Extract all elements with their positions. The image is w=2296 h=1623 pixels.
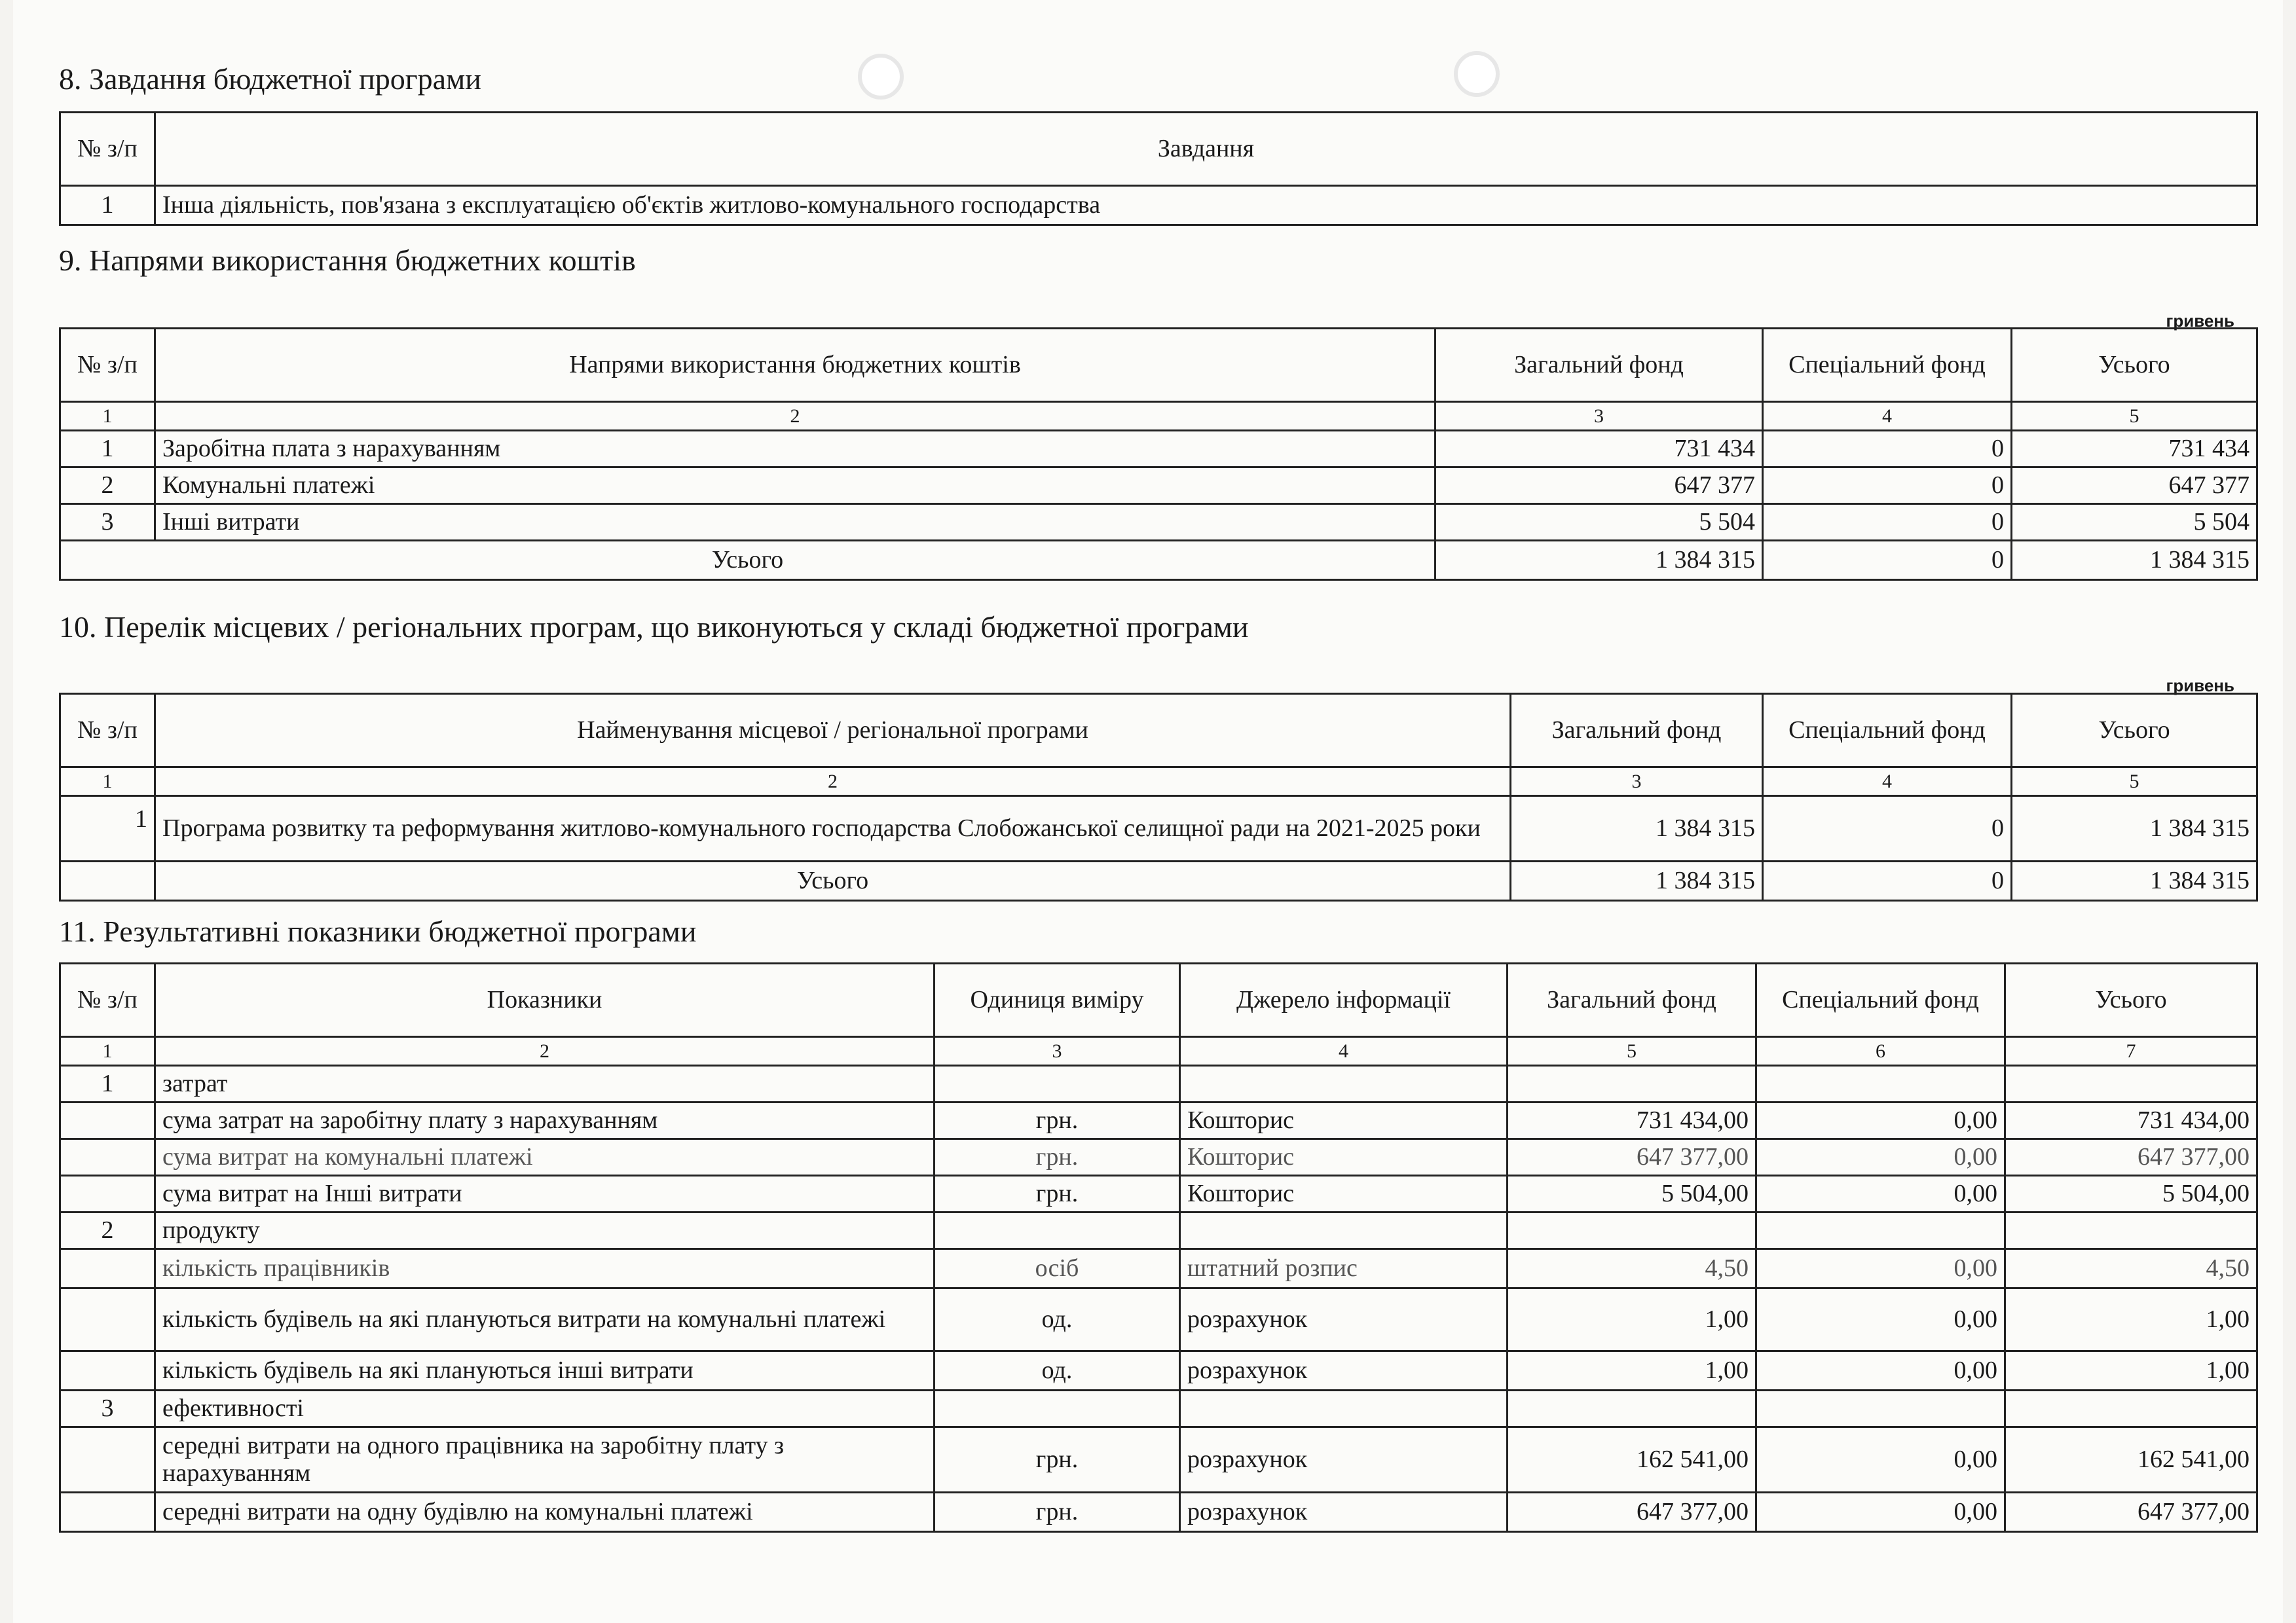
col-header-task: Завдання [155,113,2257,186]
col-header-special-fund: Спеціальний фонд [1763,329,2012,402]
special-fund-value: 0,00 [1756,1176,2005,1213]
column-index: 4 [1763,402,2012,431]
grand-total: 1 384 315 [2012,862,2257,901]
column-index: 3 [935,1037,1180,1066]
indicator-name: середні витрати на одного працівника на заробітну плату з нарахуванням [155,1427,935,1493]
group-row [60,1066,2257,1103]
direction-name: Інші витрати [155,504,1435,541]
special-fund-value: 0,00 [1756,1427,2005,1493]
general-fund-value: 1 384 315 [1511,796,1763,862]
total-value: 731 434,00 [2005,1103,2257,1139]
local-programs-table [59,693,2258,902]
group-name: затрат [155,1066,935,1103]
col-header-no: № з/п [60,113,155,186]
special-fund-value: 0,00 [1756,1351,2005,1391]
group-row [60,1391,2257,1427]
column-index: 5 [2012,767,2257,796]
indicator-name: середні витрати на одну будівлю на комунальні платежі [155,1493,935,1532]
special-fund-value: 0 [1763,467,2012,504]
indicator-name: кількість працівників [155,1249,935,1288]
table-row [60,186,2257,225]
column-index: 3 [1435,402,1763,431]
col-header-total: Усього [2012,329,2257,402]
table-row [60,1103,2257,1139]
general-fund-value: 4,50 [1508,1249,1756,1288]
table-row [60,431,2257,467]
section-11-title: 11. Результативні показники бюджетної програми [59,915,697,948]
indicator-unit: грн. [935,1103,1180,1139]
total-row [60,862,2257,901]
general-fund-value: 5 504 [1435,504,1763,541]
column-index: 5 [1508,1037,1756,1066]
special-fund-total: 0 [1763,862,2012,901]
total-value: 162 541,00 [2005,1427,2257,1493]
table-row [60,504,2257,541]
table-row [60,467,2257,504]
currency-unit: гривень [2166,676,2234,695]
indicator-source: Кошторис [1180,1139,1508,1176]
special-fund-total: 0 [1763,541,2012,580]
row-no: 1 [60,796,155,862]
total-value: 647 377 [2012,467,2257,504]
indicator-unit: од. [935,1351,1180,1391]
col-header-total: Усього [2005,964,2257,1037]
column-index: 6 [1756,1037,2005,1066]
general-fund-value: 647 377,00 [1508,1139,1756,1176]
general-fund-value: 731 434,00 [1508,1103,1756,1139]
group-no: 3 [60,1391,155,1427]
column-index: 1 [60,767,155,796]
col-header-general-fund: Загальний фонд [1508,964,1756,1037]
program-name: Програма розвитку та реформування житлово-комунального господарства Слобожанської селищної ради на 2021-2025 роки [155,796,1511,862]
total-value: 647 377,00 [2005,1493,2257,1532]
indicator-source: розрахунок [1180,1288,1508,1351]
section-9-title: 9. Напрями використання бюджетних коштів [59,244,636,277]
general-fund-value: 162 541,00 [1508,1427,1756,1493]
indicator-source: Кошторис [1180,1103,1508,1139]
general-fund-value: 647 377 [1435,467,1763,504]
total-value: 1,00 [2005,1351,2257,1391]
grand-total: 1 384 315 [2012,541,2257,580]
col-header-unit: Одиниця виміру [935,964,1180,1037]
indicator-name: сума витрат на Інші витрати [155,1176,935,1213]
general-fund-total: 1 384 315 [1511,862,1763,901]
general-fund-value: 1,00 [1508,1351,1756,1391]
group-row [60,1213,2257,1249]
col-header-no: № з/п [60,964,155,1037]
indicator-name: кількість будівель на які плануються витрати на комунальні платежі [155,1288,935,1351]
general-fund-value: 1,00 [1508,1288,1756,1351]
row-no: 1 [60,431,155,467]
total-value: 1,00 [2005,1288,2257,1351]
column-index: 2 [155,402,1435,431]
special-fund-value: 0,00 [1756,1139,2005,1176]
punch-hole [1454,51,1500,97]
column-index: 7 [2005,1037,2257,1066]
indicator-unit: грн. [935,1427,1180,1493]
col-header-total: Усього [2012,694,2257,767]
indicator-source: штатний розпис [1180,1249,1508,1288]
indicator-unit: грн. [935,1139,1180,1176]
group-no: 2 [60,1213,155,1249]
indicator-unit: грн. [935,1493,1180,1532]
col-header-special-fund: Спеціальний фонд [1756,964,2005,1037]
indicator-name: кількість будівель на які плануються інші витрати [155,1351,935,1391]
special-fund-value: 0 [1763,796,2012,862]
currency-unit: гривень [2166,311,2234,331]
total-value: 5 504,00 [2005,1176,2257,1213]
total-row [60,541,2257,580]
column-index: 2 [155,1037,935,1066]
group-no: 1 [60,1066,155,1103]
general-fund-value: 5 504,00 [1508,1176,1756,1213]
table-row [60,1427,2257,1493]
total-value: 5 504 [2012,504,2257,541]
table-row [60,1176,2257,1213]
col-header-no: № з/п [60,329,155,402]
column-index: 1 [60,1037,155,1066]
col-header-general-fund: Загальний фонд [1435,329,1763,402]
section-8-title: 8. Завдання бюджетної програми [59,62,481,96]
col-header-general-fund: Загальний фонд [1511,694,1763,767]
section-10-title: 10. Перелік місцевих / регіональних програм, що виконуються у складі бюджетної програми [59,610,1249,644]
indicator-unit: осіб [935,1249,1180,1288]
total-label: Усього [60,541,1435,580]
column-index: 3 [1511,767,1763,796]
indicator-source: розрахунок [1180,1351,1508,1391]
column-index: 2 [155,767,1511,796]
total-value: 647 377,00 [2005,1139,2257,1176]
col-header-special-fund: Спеціальний фонд [1763,694,2012,767]
general-fund-value: 647 377,00 [1508,1493,1756,1532]
group-name: продукту [155,1213,935,1249]
spending-directions-table [59,327,2258,581]
col-header-no: № з/п [60,694,155,767]
special-fund-value: 0 [1763,431,2012,467]
row-no: 3 [60,504,155,541]
special-fund-value: 0,00 [1756,1103,2005,1139]
table-row [60,1351,2257,1391]
column-index: 1 [60,402,155,431]
performance-indicators-table [59,962,2258,1533]
col-header-indicators: Показники [155,964,935,1037]
table-row [60,1249,2257,1288]
indicator-name: сума затрат на заробітну плату з нарахуванням [155,1103,935,1139]
table-row [60,1139,2257,1176]
row-no: 1 [60,186,155,225]
special-fund-value: 0,00 [1756,1493,2005,1532]
indicator-source: Кошторис [1180,1176,1508,1213]
table-row [60,1493,2257,1532]
row-no: 2 [60,467,155,504]
indicator-source: розрахунок [1180,1427,1508,1493]
column-index: 5 [2012,402,2257,431]
indicator-unit: од. [935,1288,1180,1351]
col-header-program: Найменування місцевої / регіональної програми [155,694,1511,767]
total-value: 731 434 [2012,431,2257,467]
column-index: 4 [1763,767,2012,796]
total-value: 1 384 315 [2012,796,2257,862]
indicator-source: розрахунок [1180,1493,1508,1532]
punch-hole [858,54,904,100]
task-name: Інша діяльність, пов'язана з експлуатацією об'єктів житлово-комунального господарства [155,186,2257,225]
table-row [60,1288,2257,1351]
table-row [60,796,2257,862]
total-value: 4,50 [2005,1249,2257,1288]
col-header-direction: Напрями використання бюджетних коштів [155,329,1435,402]
special-fund-value: 0,00 [1756,1288,2005,1351]
direction-name: Комунальні платежі [155,467,1435,504]
special-fund-value: 0 [1763,504,2012,541]
general-fund-value: 731 434 [1435,431,1763,467]
group-name: ефективності [155,1391,935,1427]
direction-name: Заробітна плата з нарахуванням [155,431,1435,467]
general-fund-total: 1 384 315 [1435,541,1763,580]
total-label: Усього [155,862,1511,901]
special-fund-value: 0,00 [1756,1249,2005,1288]
col-header-source: Джерело інформації [1180,964,1508,1037]
document-page [13,0,2283,1623]
indicator-unit: грн. [935,1176,1180,1213]
indicator-name: сума витрат на комунальні платежі [155,1139,935,1176]
tasks-table [59,111,2258,226]
column-index: 4 [1180,1037,1508,1066]
